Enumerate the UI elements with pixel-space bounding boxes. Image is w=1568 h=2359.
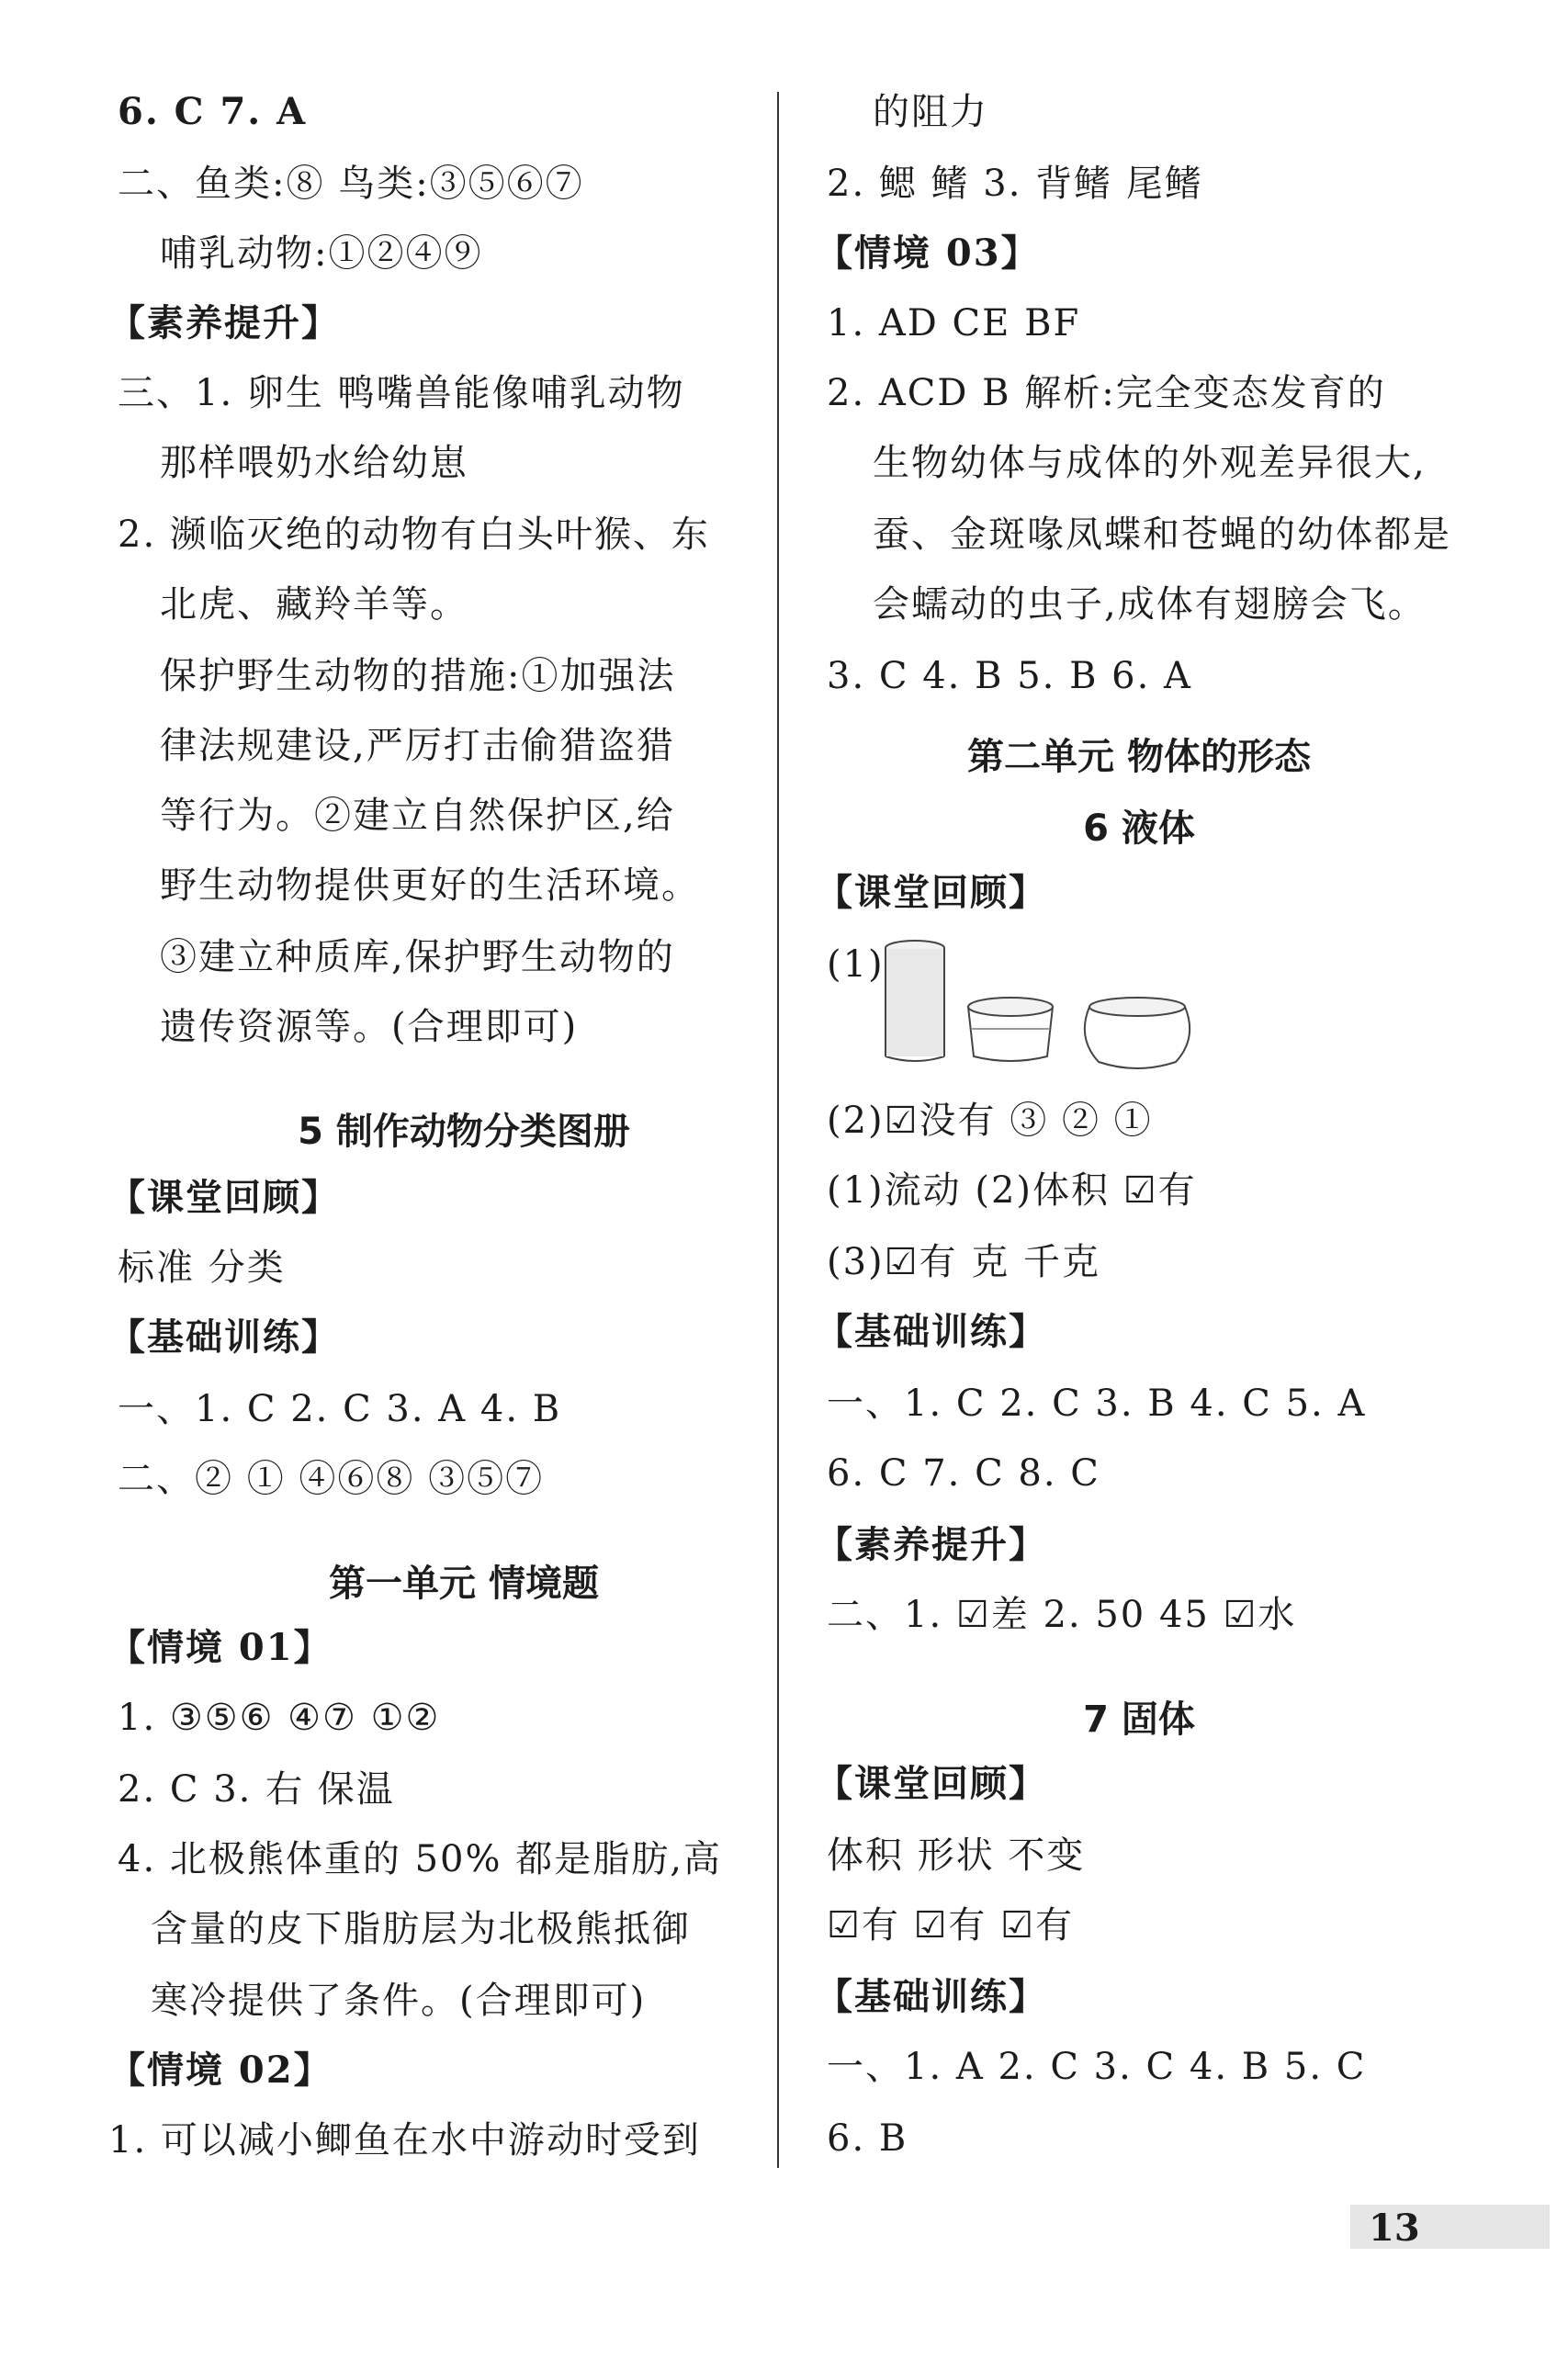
section-label: 【基础训练】 xyxy=(816,1310,1047,1353)
lesson-heading: 6 液体 xyxy=(1083,807,1195,850)
answer-line: 2. C 3. 右 保温 xyxy=(118,1768,395,1811)
answer-line: 三、1. 卵生 鸭嘴兽能像哺乳动物 xyxy=(118,372,685,414)
answer-line: 二、1. ☑差 2. 50 45 ☑水 xyxy=(827,1594,1297,1636)
section-label: 【基础训练】 xyxy=(816,1975,1047,2018)
section-label: 【素养提升】 xyxy=(816,1523,1047,1566)
section-label: 【情境 01】 xyxy=(108,1626,333,1669)
answer-line: 北虎、藏羚羊等。 xyxy=(160,583,468,626)
answer-line: 6. C 7. A xyxy=(118,90,308,133)
section-label: 【情境 03】 xyxy=(816,231,1040,275)
answer-line: 3. C 4. B 5. B 6. A xyxy=(827,655,1192,697)
answer-line: 2. 鳃 鳍 3. 背鳍 尾鳍 xyxy=(827,163,1203,205)
answer-line: ☑有 ☑有 ☑有 xyxy=(827,1904,1075,1947)
section-heading: 第一单元 情境题 xyxy=(329,1563,599,1605)
answer-line: 2. ACD B 解析:完全变态发育的 xyxy=(827,372,1386,414)
answer-line: 1. 可以减小鲫鱼在水中游动时受到 xyxy=(108,2119,701,2161)
answer-line: 那样喂奶水给幼崽 xyxy=(160,442,468,484)
answer-line: 6. C 7. C 8. C xyxy=(827,1452,1100,1495)
answer-line: 的阻力 xyxy=(873,91,988,133)
answer-line: (3)☑有 克 千克 xyxy=(827,1241,1100,1283)
unit-heading: 第二单元 物体的形态 xyxy=(967,736,1311,778)
page-number: 13 xyxy=(1369,2207,1420,2250)
answer-line: 二、② ① ④⑥⑧ ③⑤⑦ xyxy=(118,1458,545,1500)
answer-line: 寒冷提供了条件。(合理即可) xyxy=(151,1980,647,2022)
answer-line: 一、1. C 2. C 3. A 4. B xyxy=(118,1388,562,1430)
answer-line: 1. ③⑤⑥ ④⑦ ①② xyxy=(118,1697,441,1739)
answer-line: ③建立种质库,保护野生动物的 xyxy=(160,936,675,978)
answer-line: 蚕、金斑喙凤蝶和苍蝇的幼体都是 xyxy=(873,514,1451,556)
answer-line: 保护野生动物的措施:①加强法 xyxy=(160,655,676,697)
answer-line: 体积 形状 不变 xyxy=(827,1834,1086,1877)
answer-line: 律法规建设,严厉打击偷猎盗猎 xyxy=(160,725,675,767)
answer-line: 等行为。②建立自然保护区,给 xyxy=(160,795,675,837)
answer-line: 野生动物提供更好的生活环境。 xyxy=(160,864,700,907)
bowl-container xyxy=(968,998,1053,1061)
section-label: 【课堂回顾】 xyxy=(816,871,1047,914)
section-label: 【课堂回顾】 xyxy=(108,1176,340,1219)
answer-line: (2)☑没有 ③ ② ① xyxy=(827,1100,1153,1142)
answer-line: (1) xyxy=(827,943,885,986)
answer-line: 1. AD CE BF xyxy=(827,302,1081,344)
answer-line: 生物幼体与成体的外观差异很大, xyxy=(873,442,1427,484)
container-drawings xyxy=(882,937,1213,1075)
answer-line: 哺乳动物:①②④⑨ xyxy=(160,232,483,275)
answer-line: 一、1. A 2. C 3. C 4. B 5. C xyxy=(827,2046,1367,2088)
answer-line: 4. 北极熊体重的 50% 都是脂肪,高 xyxy=(118,1838,722,1880)
section-label: 【课堂回顾】 xyxy=(816,1762,1047,1805)
lesson-heading: 7 固体 xyxy=(1083,1699,1195,1741)
column-divider xyxy=(777,92,779,2168)
answer-line: 会蠕动的虫子,成体有翅膀会飞。 xyxy=(873,583,1427,626)
answer-line: 6. B xyxy=(827,2117,908,2160)
answer-line: 标准 分类 xyxy=(118,1247,286,1289)
section-label: 【基础训练】 xyxy=(108,1315,340,1359)
section-label: 【素养提升】 xyxy=(108,301,340,344)
answer-line: 含量的皮下脂肪层为北极熊抵御 xyxy=(151,1908,691,1950)
answer-line: 2. 濒临灭绝的动物有白头叶猴、东 xyxy=(118,514,710,556)
round-container xyxy=(1085,998,1190,1068)
cylinder-container xyxy=(886,941,944,1061)
section-heading: 5 制作动物分类图册 xyxy=(298,1111,630,1153)
answer-line: 一、1. C 2. C 3. B 4. C 5. A xyxy=(827,1383,1367,1425)
answer-line: 遗传资源等。(合理即可) xyxy=(160,1006,579,1048)
section-label: 【情境 02】 xyxy=(108,2049,333,2092)
answer-line: (1)流动 (2)体积 ☑有 xyxy=(827,1169,1197,1212)
answer-line: 二、鱼类:⑧ 鸟类:③⑤⑥⑦ xyxy=(118,163,584,205)
